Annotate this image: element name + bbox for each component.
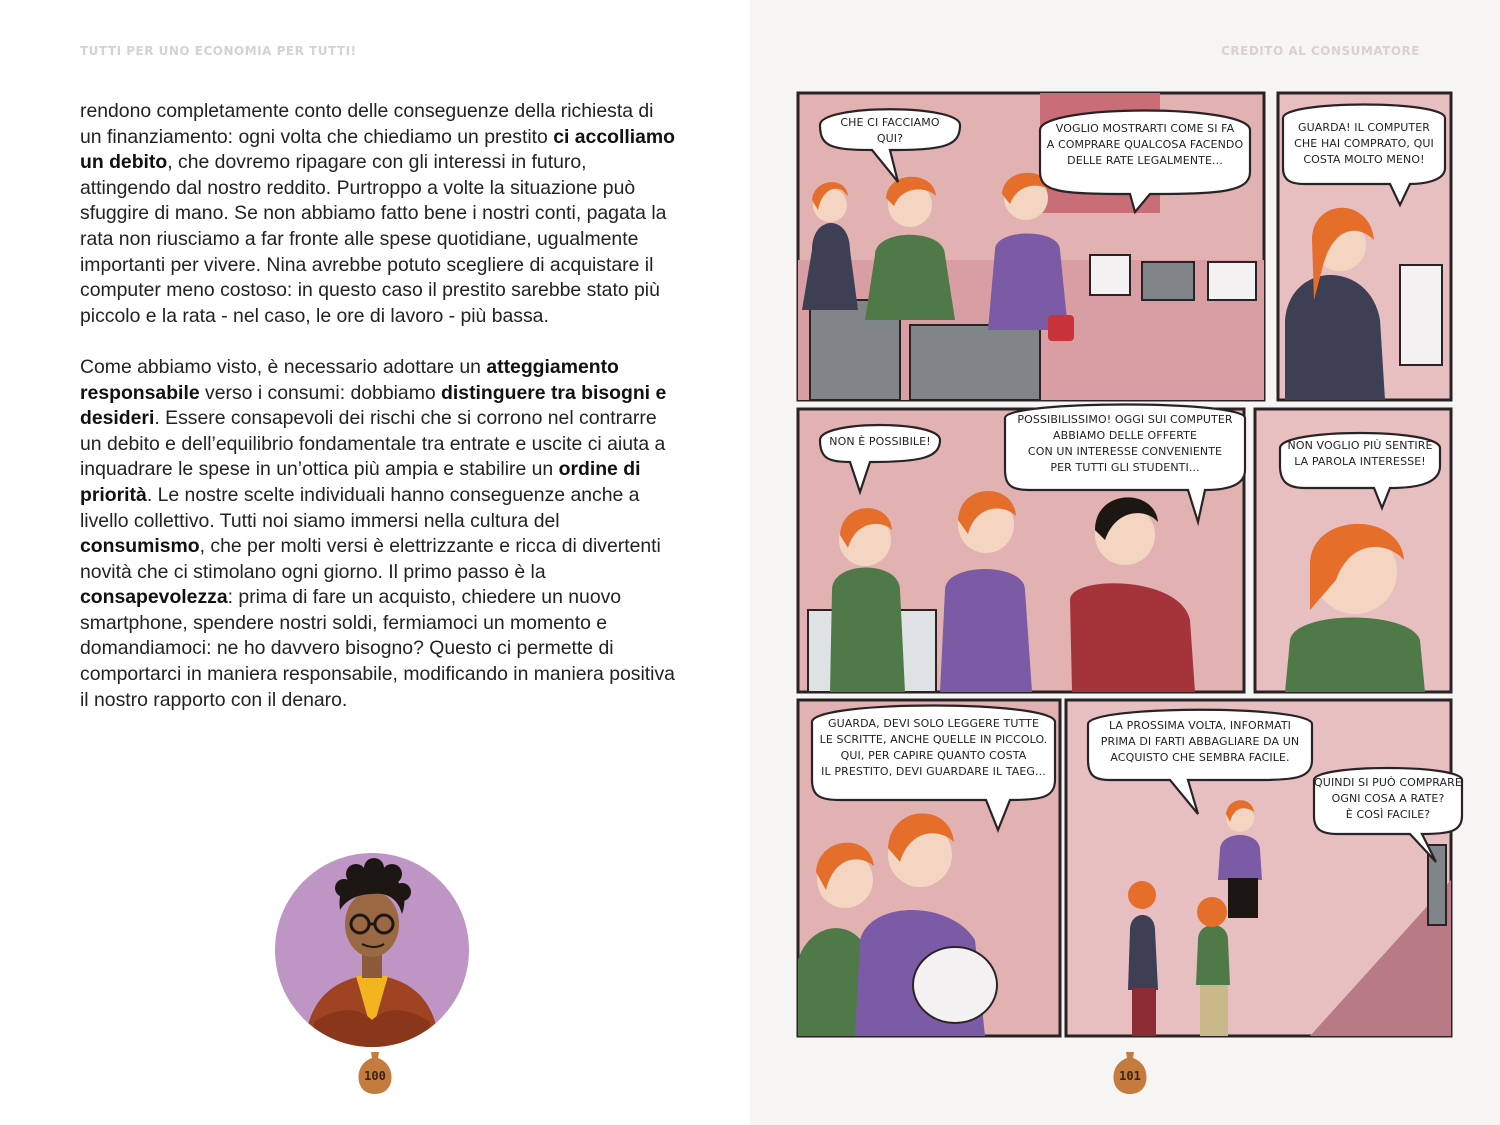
running-head-left: TUTTI PER UNO ECONOMIA PER TUTTI! (80, 44, 357, 58)
speech-bubble-6 (1280, 438, 1440, 470)
running-head-right: CREDITO AL CONSUMATORE (1221, 44, 1420, 58)
text-span: Come abbiamo visto, è necessario adottare un (80, 355, 487, 378)
bubble-line: PER TUTTI GLI STUDENTI... (1050, 461, 1200, 474)
bubble-line: DELLE RATE LEGALMENTE... (1067, 154, 1223, 167)
bubble-line: GUARDA! IL COMPUTER (1297, 121, 1431, 134)
bubble-line: CHE CI FACCIAMO (840, 116, 940, 129)
page-number-right (1110, 1050, 1150, 1096)
bubble-line: POSSIBILISSIMO! OGGI SUI COMPUTER (1017, 413, 1233, 426)
bubble-line: È COSÌ FACILE? (1345, 808, 1431, 821)
paragraph-2 (80, 355, 680, 713)
bubble-line: QUI, PER CAPIRE QUANTO COSTA (840, 749, 1027, 762)
speech-bubble-2 (1040, 121, 1250, 169)
text-span: : prima di fare un acquisto, chiedere un nuovo smartphone, spendere nostri soldi, fermiamoci un momento e domandiamoci: ne ho davvero bisogno? Questo ci permette di comportarci in maniera responsabile, modificando in maniera positiva il nostro rapporto con il denaro. (80, 586, 675, 711)
bubble-line: LE SCRITTE, ANCHE QUELLE IN PICCOLO. (819, 733, 1048, 746)
speech-bubble-1 (820, 115, 960, 147)
text-span: rendono completamente conto delle conseguenze della richiesta di un finanziamento: ogni volta che chiediamo un prestito (80, 100, 654, 148)
text-span: , che per molti versi è elettrizzante e ricca di divertenti novità che ci stimolano ogni giorno. Il primo passo è la (80, 535, 661, 583)
bold-phrase: atteggiamento responsabile (80, 355, 619, 404)
bubble-line: CON UN INTERESSE CONVENIENTE (1027, 445, 1223, 458)
bubble-line: NON È POSSIBILE! (829, 435, 931, 448)
bold-phrase: consumismo (80, 535, 200, 558)
speech-bubble-7 (812, 716, 1055, 780)
character-illustration (274, 852, 470, 1048)
bubble-line: GUARDA, DEVI SOLO LEGGERE TUTTE (828, 717, 1039, 730)
bubble-line: ACQUISTO CHE SEMBRA FACILE. (1110, 751, 1290, 764)
speech-bubble-8 (1088, 718, 1312, 766)
bubble-line: COSTA MOLTO MENO! (1303, 153, 1425, 166)
text-span: verso i consumi: dobbiamo (199, 381, 442, 404)
bubble-line: PRIMA DI FARTI ABBAGLIARE DA UN (1100, 735, 1300, 748)
text-span: . Essere consapevoli dei rischi che si corrono nel contrarre un debito e dell’equilibrio fondamentale tra entrate e uscite ci aiuta a inquadrare le spese in un’ottica più ampia e stabilire un (80, 407, 666, 481)
bubble-line: LA PAROLA INTERESSE! (1294, 455, 1426, 468)
text-span: , che dovremo ripagare con gli interessi in futuro, attingendo dal nostro reddito. Purtroppo a volte la situazione può sfuggire di mano. Se non abbiamo fatto bene i nostri conti, pagata la rata non riusciamo a far fronte alle spese quotidiane, ugualmente importanti per vivere. Nina avrebbe potuto scegliere di acquistare il computer meno costoso: in questo caso il prestito sarebbe stato più piccolo e la rata - nel caso, le ore di lavoro - più bassa. (80, 151, 667, 327)
bold-phrase: distinguere tra bisogni e desideri (80, 381, 667, 430)
bubble-line: VOGLIO MOSTRARTI COME SI FA (1055, 122, 1235, 135)
bubble-line: QUINDI SI PUÒ COMPRARE (1314, 776, 1462, 789)
bold-phrase: consapevolezza (80, 586, 228, 609)
bubble-line: A COMPRARE QUALCOSA FACENDO (1046, 138, 1244, 151)
right-page (750, 0, 1500, 1125)
bold-phrase: ordine di priorità (80, 458, 641, 506)
text-span: . Le nostre scelte individuali hanno conseguenze anche a livello collettivo. Tutti noi siamo immersi nella cultura del (80, 483, 640, 532)
paragraph-1 (80, 99, 680, 329)
speech-bubble-3 (1283, 120, 1445, 168)
speech-bubble-9 (1314, 775, 1462, 823)
bubble-line: ABBIAMO DELLE OFFERTE (1052, 429, 1198, 442)
page-number-text: 101 (1119, 1069, 1141, 1083)
speech-bubble-5 (1005, 412, 1245, 476)
character-avatar (274, 852, 470, 1048)
body-text (80, 99, 680, 739)
page-number-text: 100 (364, 1069, 386, 1083)
bubble-line: CHE HAI COMPRATO, QUI (1294, 137, 1434, 150)
bold-phrase: ci accolliamo un debito (80, 125, 676, 174)
bubble-line: IL PRESTITO, DEVI GUARDARE IL TAEG... (821, 765, 1046, 778)
bubble-line: LA PROSSIMA VOLTA, INFORMATI (1108, 719, 1292, 732)
bubble-line: NON VOGLIO PIÙ SENTIRE (1287, 439, 1433, 452)
page-number-left (355, 1050, 395, 1096)
speech-bubble-4 (820, 434, 940, 450)
bubble-line: OGNI COSA A RATE? (1331, 792, 1445, 805)
bubble-line: QUI? (876, 132, 904, 145)
